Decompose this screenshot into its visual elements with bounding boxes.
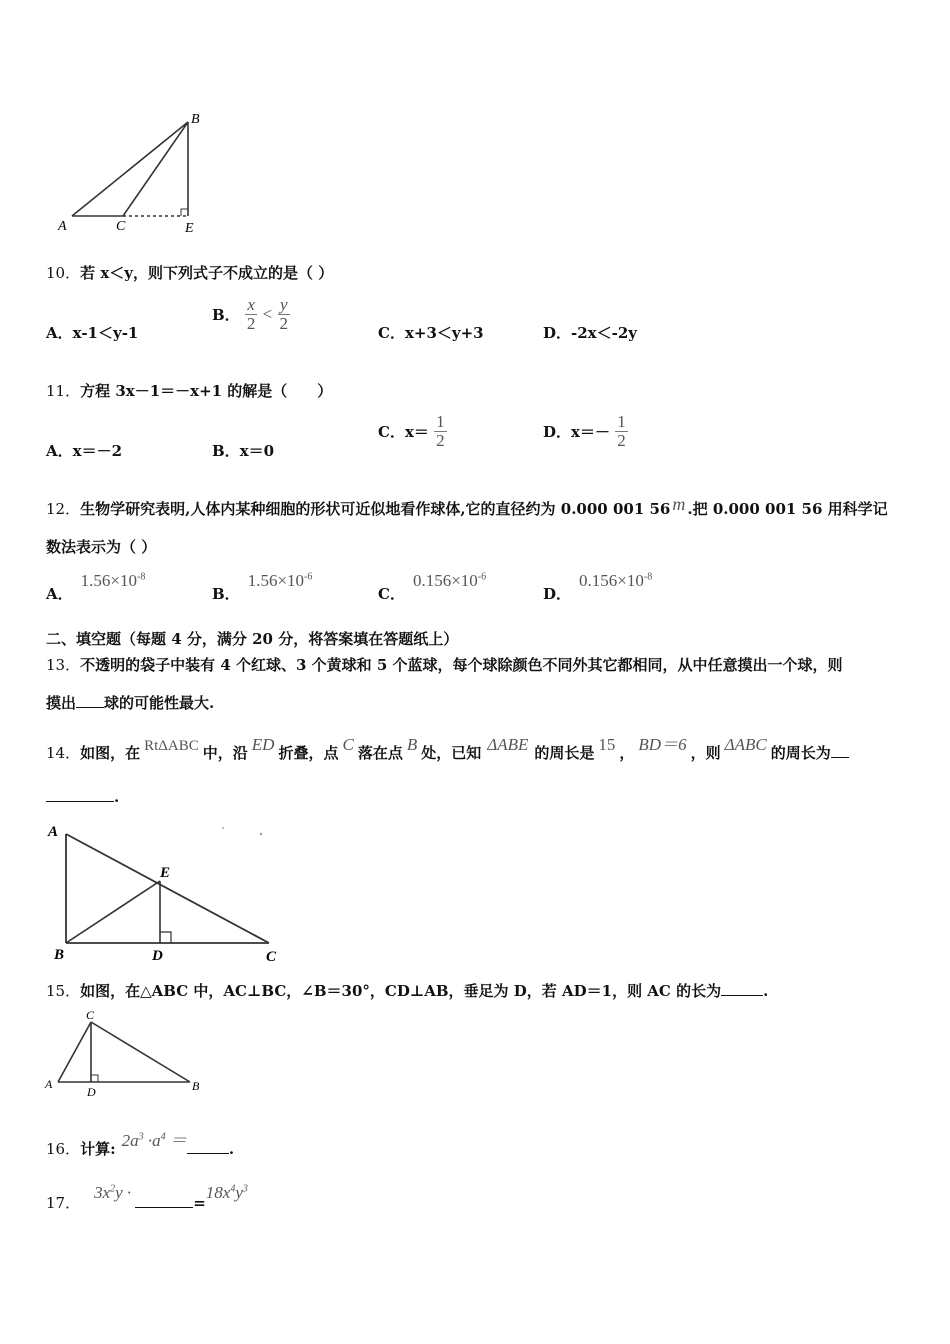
question-11 bbox=[46, 380, 332, 401]
question-14-line2: . bbox=[46, 788, 119, 806]
question-number: 16． bbox=[46, 1140, 81, 1158]
question-13-line2: 摸出 球的可能性最大. bbox=[46, 694, 215, 712]
expression: $2a^3 \cdot a^4$ ＝ bbox=[121, 1131, 187, 1150]
label-b: B bbox=[54, 947, 65, 963]
label-a: A bbox=[58, 219, 67, 234]
question-stem: 方程 3x－1＝－x+1 的解是（ ） bbox=[80, 382, 333, 400]
option-b[interactable]: B．$1.56\times 10^{-6}$ bbox=[212, 571, 313, 603]
answer-blank[interactable] bbox=[76, 707, 104, 708]
section-heading: 二、填空题（每题 4 分，满分 20 分，将答案填在答题纸上） bbox=[46, 630, 459, 648]
figure-triangle-abc-fold bbox=[40, 818, 290, 968]
answer-blank[interactable] bbox=[831, 757, 849, 758]
question-16: 16．计算: $2a^3 \cdot a^4$ ＝ . bbox=[46, 1131, 235, 1158]
label-e: E bbox=[185, 221, 194, 236]
question-number: 10． bbox=[46, 264, 81, 282]
label-c: C bbox=[116, 219, 126, 234]
option-text: x-1＜y-1 bbox=[72, 324, 139, 342]
option-d[interactable]: D．x＝－ $\frac{1}{2}$ bbox=[543, 412, 626, 450]
unit-m: m bbox=[672, 494, 686, 514]
label-a: A bbox=[45, 1077, 53, 1091]
option-a[interactable]: A．x＝－2 bbox=[46, 442, 123, 460]
option-c[interactable]: C．$0.156\times 10^{-6}$ bbox=[378, 571, 487, 603]
label-e: E bbox=[160, 865, 171, 881]
label-d: D bbox=[87, 1085, 96, 1099]
label-c: C bbox=[266, 949, 277, 965]
option-b[interactable]: B．x＝0 bbox=[212, 442, 275, 460]
expression: $3x^2y$ · bbox=[94, 1183, 132, 1202]
question-12: 12．生物学研究表明,人体内某种细胞的形状可近似地看作球体,它的直径约为 0.000 001 56 m .把 0.000 001 56 用科学记 bbox=[46, 494, 888, 518]
answer-blank[interactable] bbox=[721, 995, 763, 996]
question-number: 11． bbox=[46, 382, 81, 400]
fraction: $\frac{x}{2}$ bbox=[246, 295, 256, 333]
figure-triangle-abce bbox=[50, 105, 220, 240]
option-c[interactable]: C．x+3＜y+3 bbox=[378, 324, 484, 342]
question-number: 12． bbox=[46, 500, 81, 518]
option-b[interactable]: B． $\frac{x}{2}$ < $\frac{y}{2}$ bbox=[212, 295, 288, 333]
option-d[interactable]: D．$0.156\times 10^{-8}$ bbox=[543, 571, 653, 603]
question-number: 15． bbox=[46, 982, 81, 1000]
question-number: 14． bbox=[46, 744, 81, 762]
fraction: $\frac{1}{2}$ bbox=[617, 412, 626, 450]
label-a: A bbox=[48, 824, 59, 840]
label-b: B bbox=[192, 1079, 200, 1093]
option-text: x＝0 bbox=[239, 442, 275, 460]
option-c[interactable]: C．x＝ $\frac{1}{2}$ bbox=[378, 412, 445, 450]
question-13: 13．不透明的袋子中装有 4 个红球、3 个黄球和 5 个蓝球，每个球除颜色不同外其它都相同，从中任意摸出一个球，则 bbox=[46, 656, 843, 674]
option-d[interactable]: D．-2x＜-2y bbox=[543, 324, 637, 342]
option-text: -2x＜-2y bbox=[571, 324, 637, 342]
answer-blank[interactable] bbox=[187, 1153, 229, 1154]
option-a[interactable]: A．x-1＜y-1 bbox=[46, 324, 139, 342]
question-15: 15．如图，在△ABC 中，AC⊥BC，∠B＝30°，CD⊥AB，垂足为 D，若 AD＝1，则 AC 的长为 . bbox=[46, 982, 769, 1000]
expression: $18x^4y^3$ bbox=[205, 1183, 248, 1202]
fraction: $\frac{y}{2}$ bbox=[279, 295, 288, 333]
question-12-line2: 数法表示为（ ） bbox=[46, 538, 157, 556]
label-c: C bbox=[86, 1008, 95, 1022]
option-a[interactable]: A．$1.56\times 10^{-8}$ bbox=[46, 571, 146, 603]
question-number: 13． bbox=[46, 656, 81, 674]
question-10 bbox=[46, 262, 333, 283]
answer-blank[interactable] bbox=[135, 1207, 193, 1208]
label-b: B bbox=[191, 112, 200, 127]
answer-blank-cont[interactable] bbox=[46, 801, 114, 802]
question-17: 17．$3x^2y \cdot=18x^4y^3$ bbox=[46, 1183, 248, 1212]
question-14: 14．如图，在 RtΔABC 中，沿 ED 折叠，点 C 落在点 B 处，已知 ΔABE 的周长是 15 ， BD＝6 ，则 ΔABC 的周长为 bbox=[46, 738, 849, 763]
question-stem: 若 x＜y，则下列式子不成立的是（ ） bbox=[80, 264, 334, 282]
option-text: x＝－2 bbox=[72, 442, 123, 460]
fraction: $\frac{1}{2}$ bbox=[436, 412, 445, 450]
option-text: x+3＜y+3 bbox=[404, 324, 484, 342]
question-number: 17． bbox=[46, 1194, 81, 1212]
figure-triangle-abc-altitude bbox=[40, 1008, 210, 1100]
label-d: D bbox=[152, 948, 163, 964]
